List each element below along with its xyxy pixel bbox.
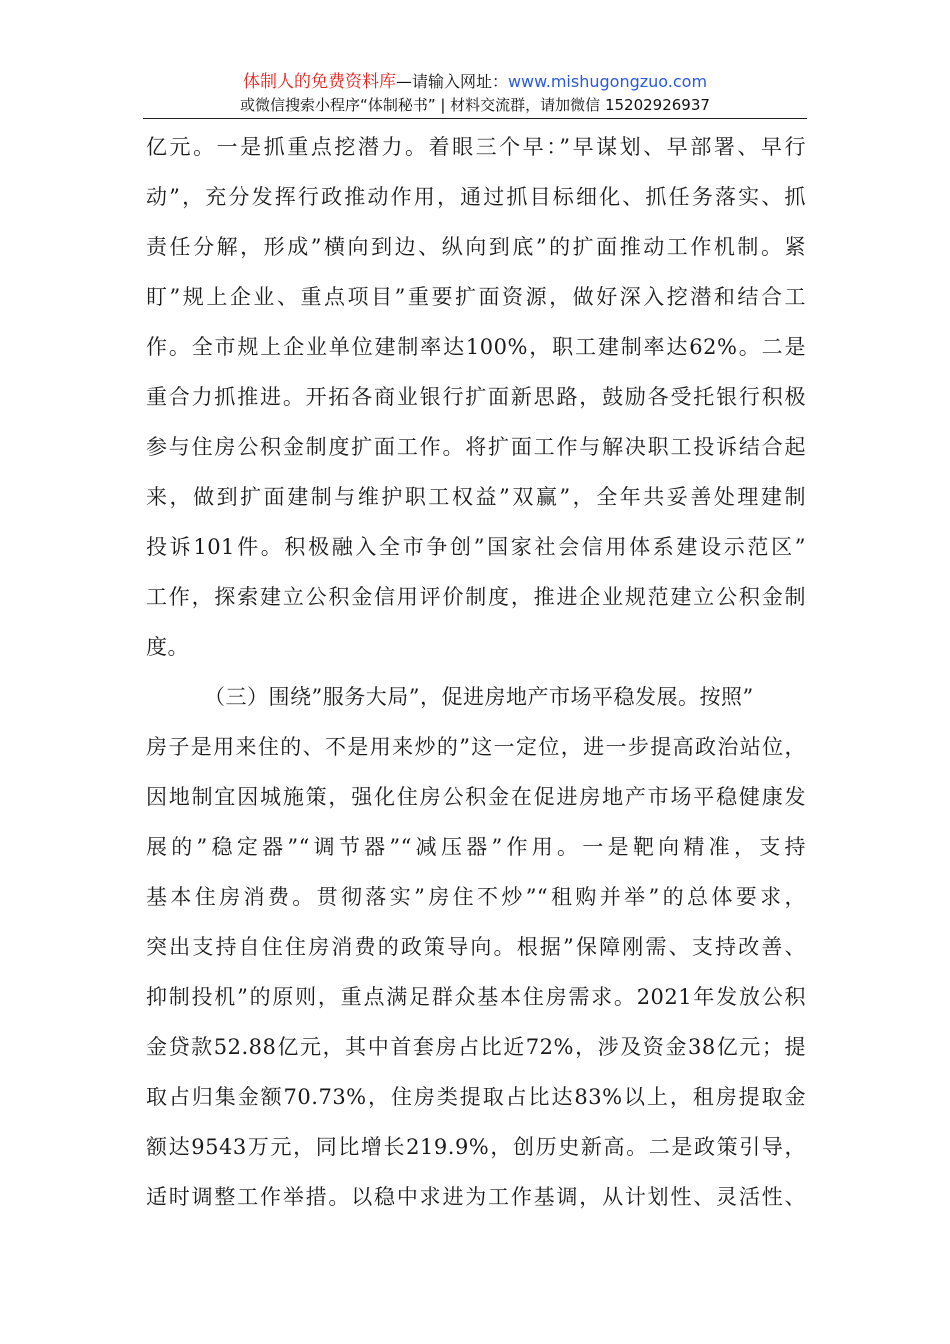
text-line: 来，做到扩面建制与维护职工权益”双赢”，全年共妥善处理建制 <box>146 485 806 509</box>
document-body <box>146 122 806 1222</box>
text-line: 盯”规上企业、重点项目”重要扩面资源，做好深入挖潜和结合工 <box>146 285 806 309</box>
text-line: 参与住房公积金制度扩面工作。将扩面工作与解决职工投诉结合起 <box>146 435 806 459</box>
header-line-1 <box>143 70 807 94</box>
header-divider <box>143 118 807 119</box>
text-line: 投诉101件。积极融入全市争创”国家社会信用体系建设示范区” <box>146 535 806 559</box>
text-line: 抑制投机”的原则，重点满足群众基本住房需求。2021年发放公积 <box>146 985 806 1009</box>
text-line: 责任分解，形成”横向到边、纵向到底”的扩面推动工作机制。紧 <box>146 235 806 259</box>
text-line: 额达9543万元，同比增长219.9%，创历史新高。二是政策引导， <box>146 1135 806 1159</box>
text-line: 基本住房消费。贯彻落实”房住不炒”“租购并举”的总体要求， <box>146 885 806 909</box>
text-line: 突出支持自住住房消费的政策导向。根据”保障刚需、支持改善、 <box>146 935 806 959</box>
text-line: 重合力抓推进。开拓各商业银行扩面新思路，鼓励各受托银行积极 <box>146 385 806 409</box>
text-line: 因地制宜因城施策，强化住房公积金在促进房地产市场平稳健康发 <box>146 785 806 809</box>
text-line: 工作，探索建立公积金信用评价制度，推进企业规范建立公积金制 <box>146 585 806 609</box>
text-line: 动”，充分发挥行政推动作用，通过抓目标细化、抓任务落实、抓 <box>146 185 806 209</box>
text-line: 取占归集金额70.73%，住房类提取占比达83%以上，租房提取金 <box>146 1085 806 1109</box>
website-link[interactable]: www.mishugongzuo.com <box>507 72 708 91</box>
text-line: 展的”稳定器”“调节器”“减压器”作用。一是靶向精准，支持 <box>146 835 806 859</box>
url-prompt: —请输入网址： <box>395 72 508 91</box>
page-header <box>143 70 807 116</box>
text-line: 房子是用来住的、不是用来炒的”这一定位，进一步提高政治站位， <box>146 735 806 759</box>
text-line: 作。全市规上企业单位建制率达100%，职工建制率达62%。二是 <box>146 335 806 359</box>
text-line: 亿元。一是抓重点挖潜力。着眼三个早：”早谋划、早部署、早行 <box>146 135 806 159</box>
text-line: 金贷款52.88亿元，其中首套房占比近72%，涉及资金38亿元；提 <box>146 1035 806 1059</box>
text-line: 度。 <box>146 635 189 659</box>
brand-name: 体制人的免费资料库 <box>242 72 396 92</box>
header-line-2: 或微信搜索小程序“体制秘书” | 材料交流群，请加微信 15202926937 <box>240 96 710 114</box>
text-line: 适时调整工作举措。以稳中求进为工作基调，从计划性、灵活性、 <box>146 1185 806 1209</box>
text-line: （三）围绕”服务大局”，促进房地产市场平稳发展。按照” <box>204 685 754 709</box>
